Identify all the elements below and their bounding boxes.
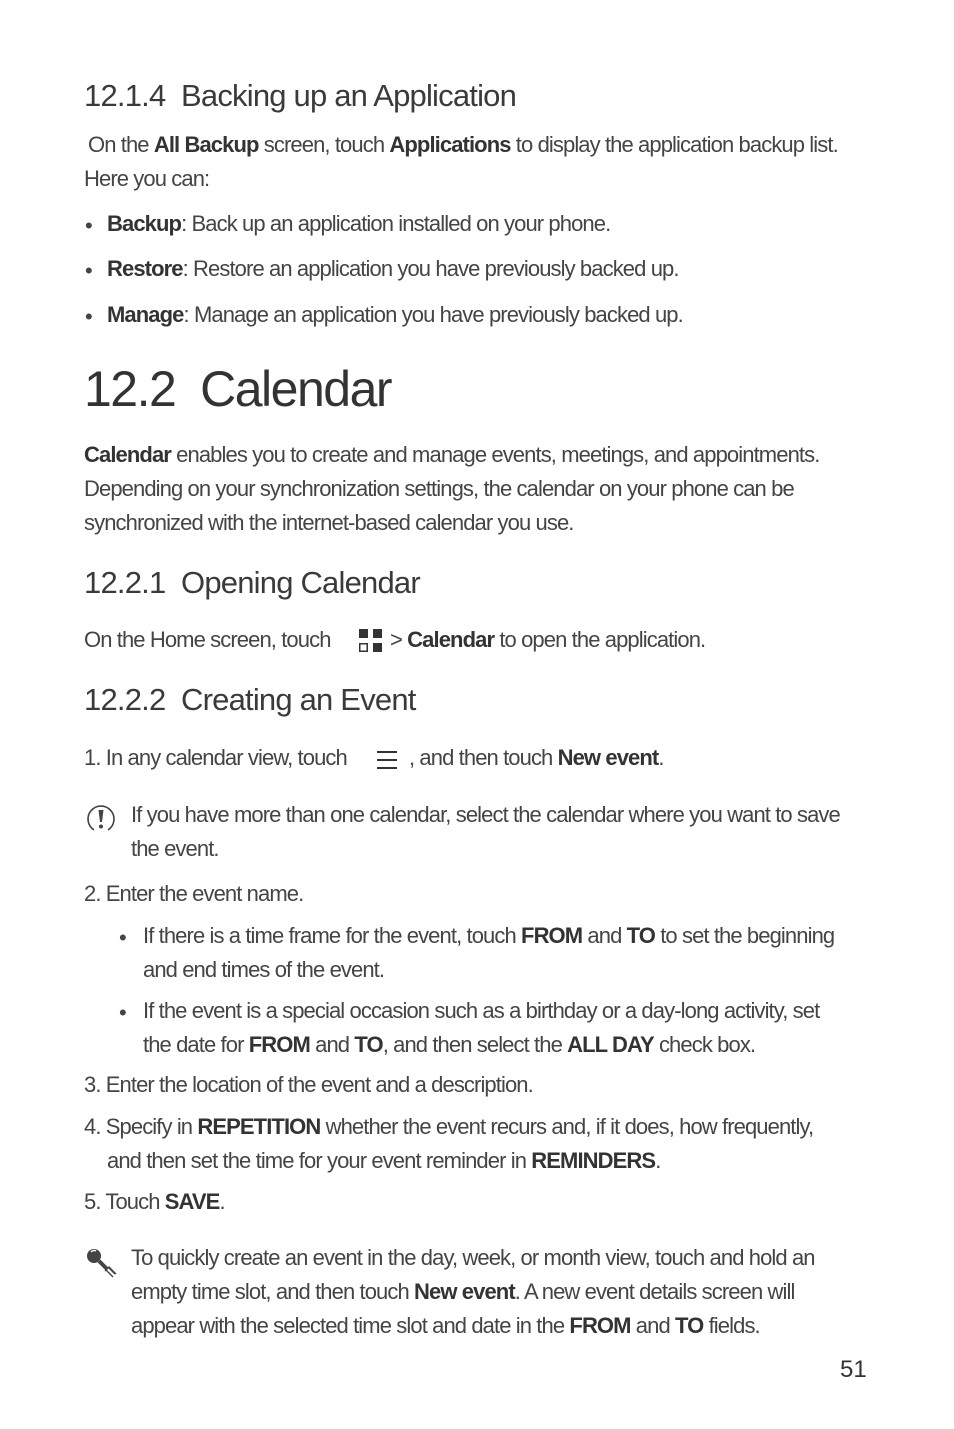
sub-item-1-line-1: If there is a time frame for the event, touch FROM and TO to set the beginning [143,923,835,948]
intro-paragraph-line-1: On the All Backup screen, touch Applications to display the application backup list. [88,132,838,157]
heading-title: Opening Calendar [181,565,420,600]
sub-item-1-line-2: and end times of the event. [143,957,385,982]
section-heading-12-2-1 [84,565,420,601]
tip-text-line-1: To quickly create an event in the day, week, or month view, touch and hold an [131,1245,815,1270]
step-1-text-a: 1. In any calendar view, touch [84,745,347,770]
note-text-line-1: If you have more than one calendar, select the calendar where you want to save [131,802,840,827]
bullet: • [119,1000,127,1025]
chapter-heading-12-2 [84,360,391,418]
step-2-text: 2. Enter the event name. [84,881,304,906]
heading-title: Creating an Event [181,682,416,717]
opening-calendar-text-b: > Calendar to open the application. [390,627,706,652]
intro-paragraph-line-2: Here you can: [84,166,210,191]
step-5-text: 5. Touch SAVE. [84,1189,225,1214]
list-item-restore: Restore: Restore an application you have previously backed up. [107,256,679,281]
step-1-text-b: , and then touch New event. [409,745,664,770]
bullet: • [85,258,93,283]
menu-icon [375,750,399,770]
calendar-paragraph-line-1: Calendar enables you to create and manage events, meetings, and appointments. [84,442,820,467]
heading-title: Calendar [200,361,392,417]
bullet: • [85,213,93,238]
heading-number: 12.1.4 [84,78,166,113]
calendar-paragraph-line-3: synchronized with the internet-based calendar you use. [84,510,574,535]
step-4-line-1: 4. Specify in REPETITION whether the event recurs and, if it does, how frequently, [84,1114,814,1139]
tip-icon [85,1247,119,1279]
step-4-line-2: and then set the time for your event reminder in REMINDERS. [107,1148,661,1173]
heading-number: 12.2 [84,361,176,417]
opening-calendar-text-a: On the Home screen, touch [84,627,331,652]
page-number: 51 [840,1356,867,1383]
bullet: • [119,925,127,950]
calendar-paragraph-line-2: Depending on your synchronization settings, the calendar on your phone can be [84,476,794,501]
tip-text-line-3: appear with the selected time slot and date in the FROM and TO fields. [131,1313,760,1338]
sub-item-2-line-1: If the event is a special occasion such as a birthday or a day-long activity, set [143,998,820,1023]
heading-number: 12.2.2 [84,682,166,717]
note-icon [85,803,117,833]
list-item-backup: Backup: Back up an application installed on your phone. [107,211,611,236]
note-text-line-2: the event. [131,836,219,861]
bullet: • [85,304,93,329]
section-heading-12-2-2 [84,682,416,718]
list-item-manage: Manage: Manage an application you have previously backed up. [107,302,683,327]
section-heading-12-1-4 [84,78,516,114]
tip-text-line-2: empty time slot, and then touch New event. A new event details screen will [131,1279,795,1304]
heading-title: Backing up an Application [181,78,517,113]
app-grid-icon [359,629,383,653]
heading-number: 12.2.1 [84,565,166,600]
sub-item-2-line-2: the date for FROM and TO, and then select the ALL DAY check box. [143,1032,756,1057]
step-3-text: 3. Enter the location of the event and a description. [84,1072,533,1097]
